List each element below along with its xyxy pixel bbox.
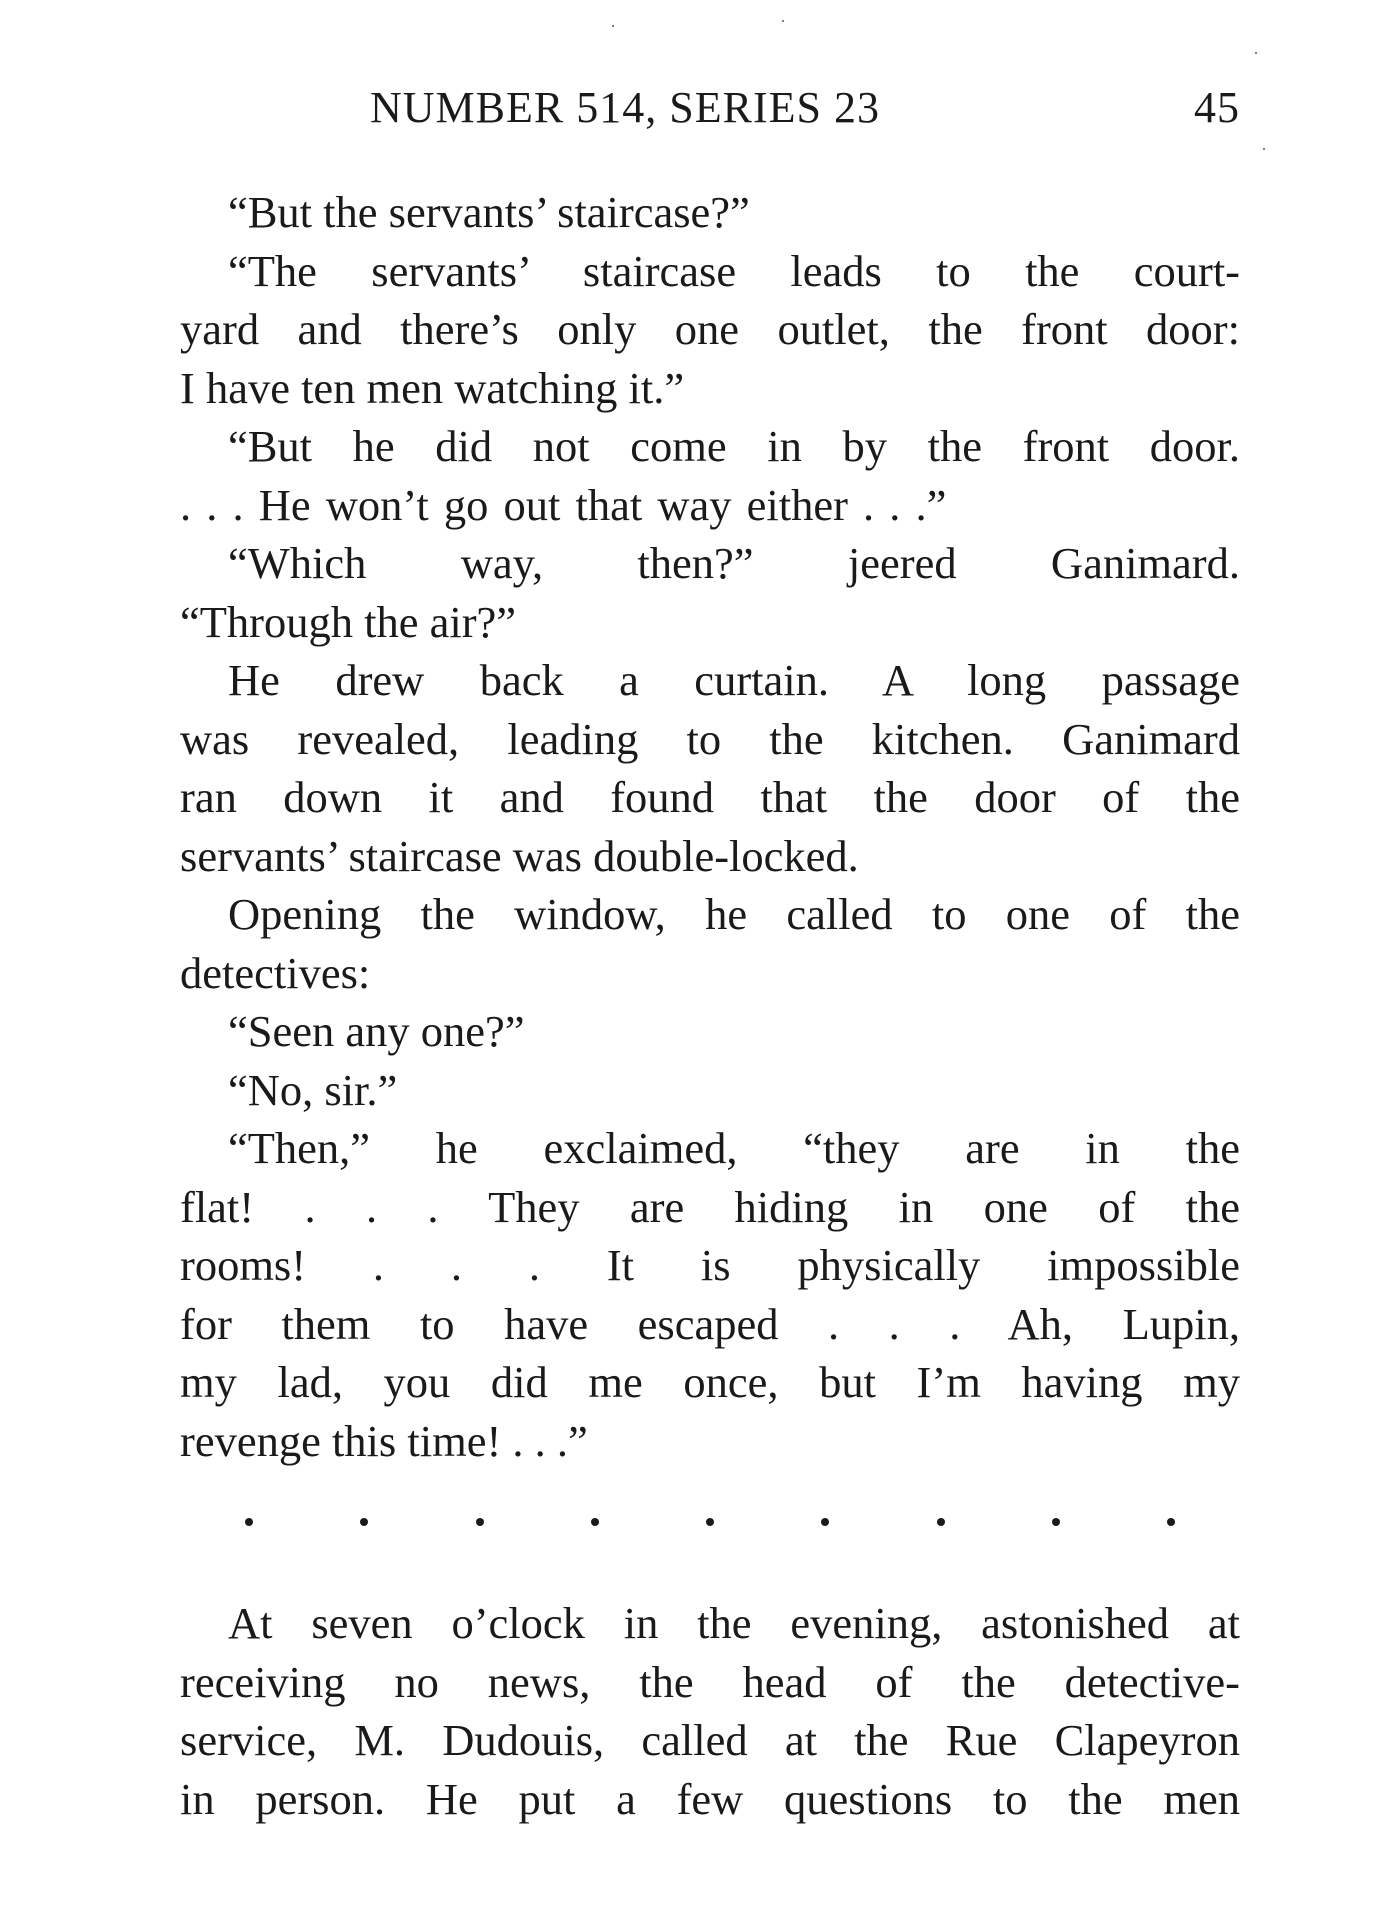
section-break-dot	[360, 1518, 368, 1526]
paper-speck	[782, 20, 784, 22]
text-line: “Seen any one?”	[228, 1006, 525, 1056]
paper-speck	[1255, 52, 1257, 54]
section-break-dot	[706, 1518, 714, 1526]
text-line: for them to have escaped . . . Ah, Lupin,	[180, 1298, 1240, 1349]
text-line: revenge this time! . . .”	[180, 1415, 588, 1466]
section-break-dot	[937, 1518, 945, 1526]
text-line: servants’ staircase was double-locked.	[180, 830, 859, 881]
section-break-dot	[1052, 1518, 1060, 1526]
text-line: “Which way, then?” jeered Ganimard.	[228, 538, 1240, 588]
section-break-dot	[1167, 1518, 1175, 1526]
paper-speck	[1263, 148, 1265, 150]
text-line: . . . He won’t go out that way either . . .”	[180, 479, 947, 530]
text-line: detectives:	[180, 947, 371, 998]
running-head	[180, 82, 1240, 142]
text-line: I have ten men watching it.”	[180, 362, 685, 413]
section-break	[245, 1518, 1175, 1526]
text-line: Opening the window, he called to one of the	[228, 889, 1240, 939]
text-line: rooms! . . . It is physically impossible	[180, 1240, 1240, 1290]
text-line: service, M. Dudouis, called at the Rue Clapeyron	[180, 1715, 1240, 1765]
section-break-dot	[476, 1518, 484, 1526]
text-line: was revealed, leading to the kitchen. Ganimard	[180, 713, 1240, 764]
text-line: in person. He put a few questions to the men	[180, 1773, 1240, 1824]
section-break-dot	[245, 1518, 253, 1526]
text-line: He drew back a curtain. A long passage	[228, 655, 1240, 705]
text-line: “The servants’ staircase leads to the court-	[228, 245, 1240, 296]
text-line: “No, sir.”	[228, 1064, 398, 1115]
paper-speck	[612, 25, 614, 27]
body-text-continued	[180, 1594, 1240, 1828]
text-line: “Through the air?”	[180, 596, 517, 647]
text-line: yard and there’s only one outlet, the front door:	[180, 304, 1240, 354]
text-line: At seven o’clock in the evening, astonished at	[228, 1598, 1240, 1648]
running-title: NUMBER 514, SERIES 23	[370, 83, 880, 132]
text-line: flat! . . . They are hiding in one of the	[180, 1181, 1240, 1232]
text-line: my lad, you did me once, but I’m having my	[180, 1357, 1240, 1407]
text-line: receiving no news, the head of the detective-	[180, 1656, 1240, 1707]
body-text	[180, 183, 1240, 1470]
section-break-dot	[591, 1518, 599, 1526]
text-line: “Then,” he exclaimed, “they are in the	[228, 1123, 1240, 1173]
text-line: “But he did not come in by the front door.	[228, 421, 1240, 471]
section-break-dot	[821, 1518, 829, 1526]
text-line: ran down it and found that the door of the	[180, 772, 1240, 822]
text-line: “But the servants’ staircase?”	[228, 187, 750, 237]
page-number: 45	[1194, 83, 1240, 132]
